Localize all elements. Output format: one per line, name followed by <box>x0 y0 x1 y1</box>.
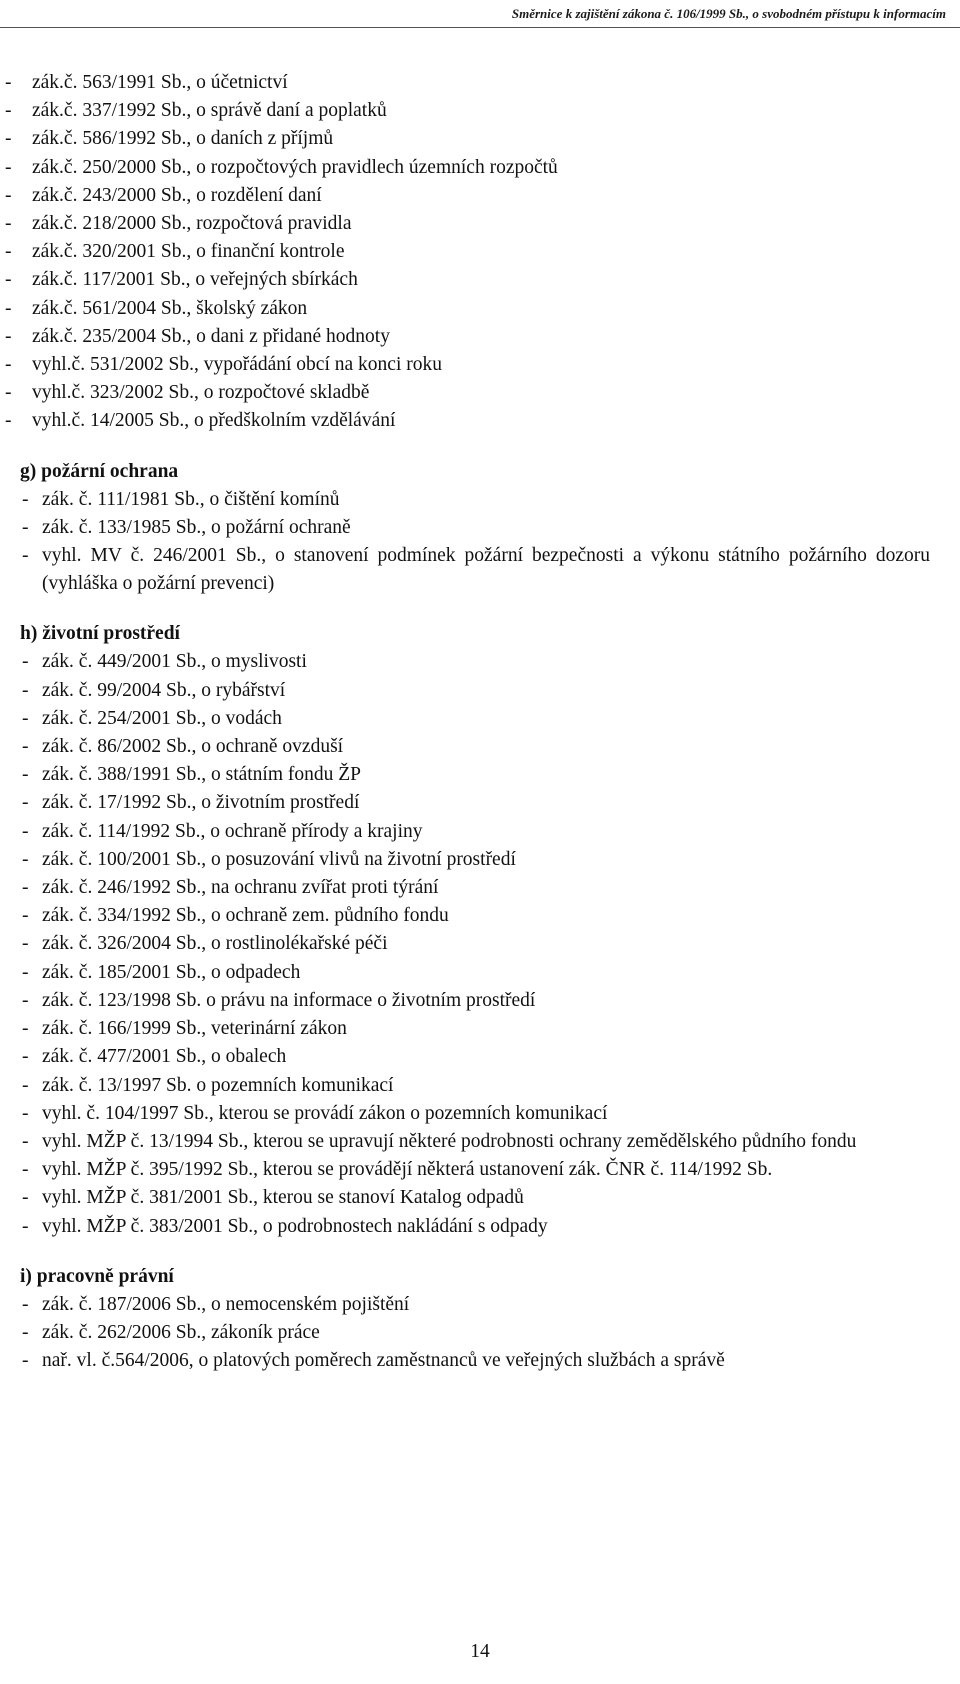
list-bullet: - <box>22 1215 29 1237</box>
list-bullet: - <box>22 1350 29 1372</box>
law-list-finance <box>0 69 960 436</box>
list-bullet: - <box>22 1130 29 1152</box>
list-bullet: - <box>5 100 12 122</box>
list-item: - vyhl. MV č. 246/2001 Sb., o stanovení podmínek požární bezpečnosti a výkonu státního požárního dozoru (vyhláška o požární prevenci) <box>0 542 930 598</box>
list-bullet: - <box>22 792 29 814</box>
list-item: - zák. č. 86/2002 Sb., o ochraně ovzduší <box>0 733 930 761</box>
list-bullet: - <box>22 1187 29 1209</box>
list-item: - zák. č. 334/1992 Sb., o ochraně zem. půdního fondu <box>0 902 930 930</box>
list-bullet: - <box>22 1321 29 1343</box>
list-item: - zák. č. 111/1981 Sb., o čištění komínů <box>0 486 930 514</box>
section-heading-labour-law: i) pracovně právní <box>20 1265 174 1287</box>
document-body <box>0 69 960 1375</box>
list-bullet: - <box>22 764 29 786</box>
list-item: - zák. č. 100/2001 Sb., o posuzování vlivů na životní prostředí <box>0 846 930 874</box>
law-list-fire-protection <box>0 486 960 599</box>
list-item: - zák. č. 13/1997 Sb. o pozemních komunikací <box>0 1072 930 1100</box>
list-bullet: - <box>22 905 29 927</box>
list-item: - vyhl. MŽP č. 395/1992 Sb., kterou se provádějí některá ustanovení zák. ČNR č. 114/1992 Sb. <box>0 1156 930 1184</box>
list-bullet: - <box>5 213 12 235</box>
list-bullet: - <box>22 1293 29 1315</box>
list-item: - zák.č. 117/2001 Sb., o veřejných sbírkách <box>0 266 920 294</box>
list-bullet: - <box>22 848 29 870</box>
list-item: - zák.č. 337/1992 Sb., o správě daní a poplatků <box>0 97 920 125</box>
list-bullet: - <box>5 410 12 432</box>
list-item: - vyhl. č. 104/1997 Sb., kterou se provádí zákon o pozemních komunikací <box>0 1100 930 1128</box>
list-item: - nař. vl. č.564/2006, o platových poměrech zaměstnanců ve veřejných službách a správě <box>0 1347 930 1375</box>
list-item: - zák. č. 123/1998 Sb. o právu na informace o životním prostředí <box>0 987 930 1015</box>
list-item: - zák. č. 187/2006 Sb., o nemocenském pojištění <box>0 1291 930 1319</box>
list-bullet: - <box>22 820 29 842</box>
list-item: - zák.č. 235/2004 Sb., o dani z přidané hodnoty <box>0 323 920 351</box>
list-item: - zák. č. 166/1999 Sb., veterinární zákon <box>0 1015 930 1043</box>
list-bullet: - <box>5 269 12 291</box>
list-item: - zák.č. 218/2000 Sb., rozpočtová pravidla <box>0 210 920 238</box>
list-item: - zák. č. 99/2004 Sb., o rybářství <box>0 677 930 705</box>
list-bullet: - <box>5 72 12 93</box>
list-item: - vyhl. MŽP č. 381/2001 Sb., kterou se stanoví Katalog odpadů <box>0 1184 930 1212</box>
list-bullet: - <box>22 1074 29 1096</box>
list-item: - zák. č. 388/1991 Sb., o státním fondu ŽP <box>0 761 930 789</box>
list-bullet: - <box>22 545 29 567</box>
list-item: - vyhl.č. 531/2002 Sb., vypořádání obcí na konci roku <box>0 351 920 379</box>
list-bullet: - <box>5 128 12 150</box>
law-list-environment <box>0 648 960 1240</box>
list-bullet: - <box>22 1018 29 1040</box>
list-bullet: - <box>22 488 29 510</box>
running-header: Směrnice k zajištění zákona č. 106/1999 Sb., o svobodném přístupu k informacím <box>511 6 946 21</box>
list-item: - zák. č. 17/1992 Sb., o životním prostředí <box>0 789 930 817</box>
list-item: - vyhl. MŽP č. 383/2001 Sb., o podrobnostech nakládání s odpady <box>0 1213 930 1241</box>
list-bullet: - <box>5 382 12 404</box>
list-item: - vyhl.č. 323/2002 Sb., o rozpočtové skladbě <box>0 379 920 407</box>
list-item: - zák. č. 449/2001 Sb., o myslivosti <box>0 648 930 676</box>
list-item: - zák.č. 243/2000 Sb., o rozdělení daní <box>0 182 920 210</box>
list-item: - vyhl.č. 14/2005 Sb., o předškolním vzdělávání <box>0 407 920 435</box>
list-item: - zák. č. 133/1985 Sb., o požární ochraně <box>0 514 930 542</box>
list-bullet: - <box>22 679 29 701</box>
list-item: - zák.č. 563/1991 Sb., o účetnictví <box>0 69 920 97</box>
list-item: - zák. č. 326/2004 Sb., o rostlinolékařské péči <box>0 930 930 958</box>
header-rule <box>0 27 960 28</box>
list-item: - zák.č. 561/2004 Sb., školský zákon <box>0 295 920 323</box>
list-bullet: - <box>22 707 29 729</box>
page-number: 14 <box>470 1641 490 1662</box>
list-item: - vyhl. MŽP č. 13/1994 Sb., kterou se upravují některé podrobnosti ochrany zemědělského půdního fondu <box>0 1128 930 1156</box>
list-item: - zák.č. 586/1992 Sb., o daních z příjmů <box>0 125 920 153</box>
list-bullet: - <box>22 651 29 673</box>
list-bullet: - <box>22 1046 29 1068</box>
section-heading-fire-protection: g) požární ochrana <box>20 460 179 482</box>
list-item: - zák. č. 185/2001 Sb., o odpadech <box>0 959 930 987</box>
list-bullet: - <box>5 241 12 263</box>
list-item: - zák.č. 320/2001 Sb., o finanční kontrole <box>0 238 920 266</box>
list-item: - zák. č. 114/1992 Sb., o ochraně přírody a krajiny <box>0 818 930 846</box>
list-bullet: - <box>22 877 29 899</box>
list-item: - zák. č. 262/2006 Sb., zákoník práce <box>0 1319 930 1347</box>
law-list-labour-law <box>0 1291 960 1376</box>
list-item: - zák. č. 254/2001 Sb., o vodách <box>0 705 930 733</box>
list-item: - zák.č. 250/2000 Sb., o rozpočtových pravidlech územních rozpočtů <box>0 154 920 182</box>
list-bullet: - <box>22 736 29 758</box>
list-bullet: - <box>22 961 29 983</box>
list-bullet: - <box>22 516 29 538</box>
list-bullet: - <box>5 156 12 178</box>
list-bullet: - <box>5 184 12 206</box>
list-bullet: - <box>5 354 12 376</box>
list-item: - zák. č. 477/2001 Sb., o obalech <box>0 1043 930 1071</box>
list-bullet: - <box>22 1159 29 1181</box>
list-bullet: - <box>22 1102 29 1124</box>
list-bullet: - <box>5 297 12 319</box>
list-item: - zák. č. 246/1992 Sb., na ochranu zvířat proti týrání <box>0 874 930 902</box>
list-bullet: - <box>22 989 29 1011</box>
list-bullet: - <box>5 325 12 347</box>
section-heading-environment: h) životní prostředí <box>20 623 180 645</box>
list-bullet: - <box>22 933 29 955</box>
